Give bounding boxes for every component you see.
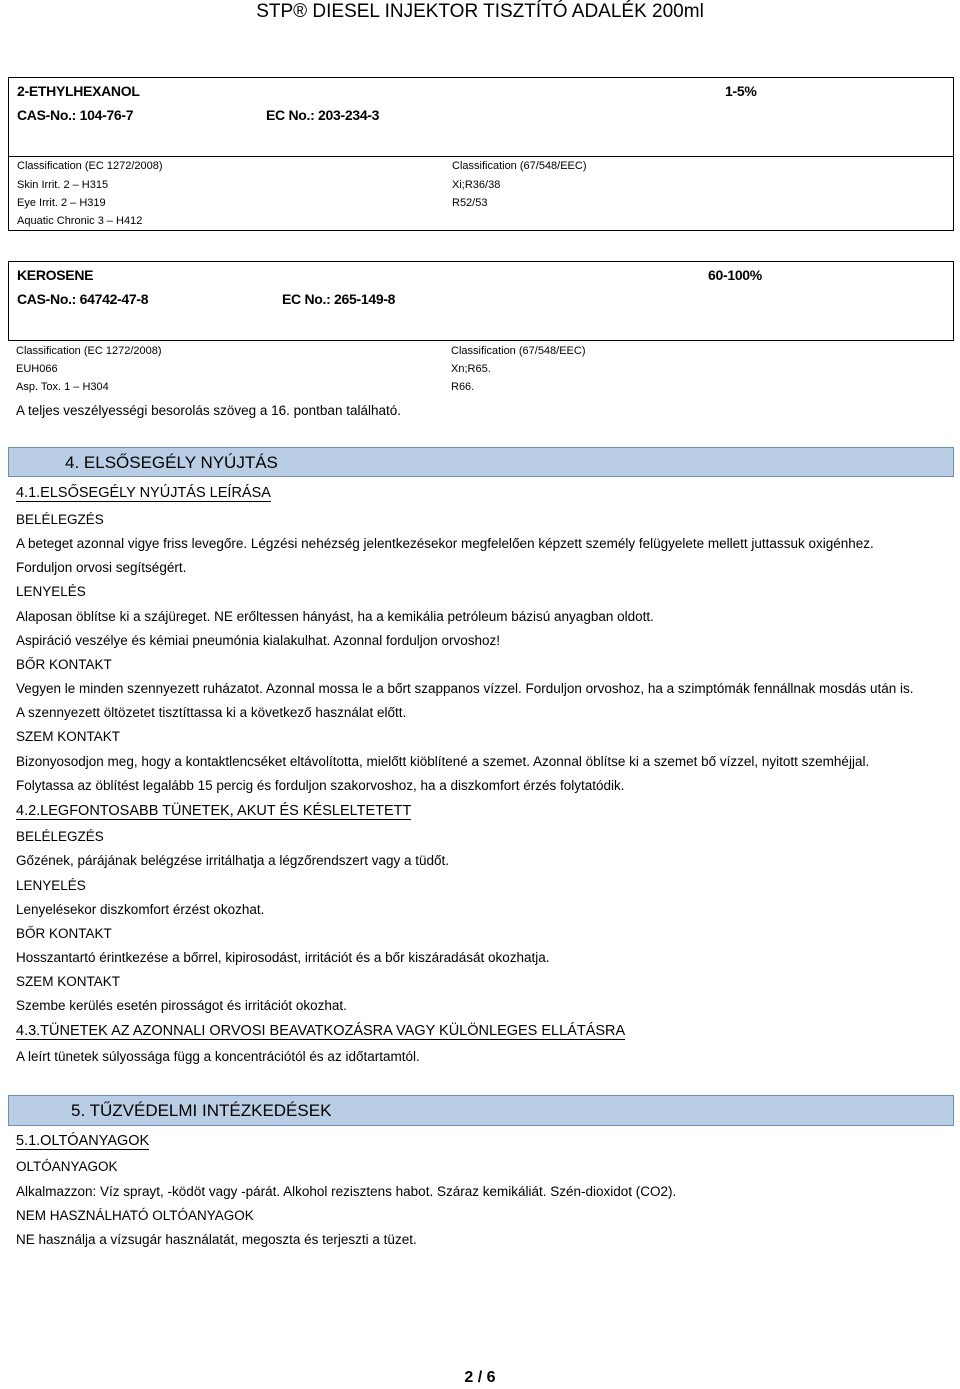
subsection-4-1-title: 4.1.ELSŐSEGÉLY NYÚJTÁS LEÍRÁSA — [16, 485, 271, 501]
inhalation-heading: BELÉLEGZÉS — [16, 512, 104, 527]
section-4-title: 4. ELSŐSEGÉLY NYÚJTÁS — [65, 453, 278, 472]
classification-note: A teljes veszélyességi besorolás szöveg a 16. pontban található. — [16, 403, 401, 418]
eye-contact-heading: SZEM KONTAKT — [16, 729, 121, 744]
ingestion-heading: LENYELÉS — [16, 878, 86, 893]
dsd-line: Xn;R65. — [451, 363, 491, 375]
clp-line: Skin Irrit. 2 – H315 — [17, 179, 109, 191]
section-5-band — [8, 1095, 954, 1126]
subsection-5-1-title: 5.1.OLTÓANYAGOK — [16, 1133, 150, 1149]
subsection-4-2-title: 4.2.LEGFONTOSABB TÜNETEK, AKUT ÉS KÉSLELTETETT — [16, 803, 412, 819]
text-line: Bizonyosodjon meg, hogy a kontaktlencséket eltávolította, mielőtt kiöblítené a szemet. Azonnal öblítse ki a szemet bő vízzel, nyitott szemhéjjal. — [16, 754, 870, 769]
text-line: Hosszantartó érintkezése a bőrrel, kipirosodást, irritációt és a bőr kiszáradását okozhatja. — [16, 950, 550, 965]
unsuitable-media-heading: NEM HASZNÁLHATÓ OLTÓANYAGOK — [16, 1208, 254, 1223]
section-4-band — [8, 447, 954, 477]
ec-number: EC No.: 265-149-8 — [282, 291, 396, 307]
text-line: Folytassa az öblítést legalább 15 percig és forduljon szakorvoshoz, ha a diszkomfort érzés folytatódik. — [16, 778, 625, 793]
extinguishing-media-heading: OLTÓANYAGOK — [16, 1159, 118, 1174]
clp-line: Aquatic Chronic 3 – H412 — [17, 215, 143, 227]
cas-number: CAS-No.: 64742-47-8 — [17, 291, 149, 307]
eye-contact-heading: SZEM KONTAKT — [16, 974, 121, 989]
clp-line: EUH066 — [16, 363, 58, 375]
inhalation-heading: BELÉLEGZÉS — [16, 829, 104, 844]
document-title: STP® DIESEL INJEKTOR TISZTÍTÓ ADALÉK 200ml — [256, 1, 704, 22]
clp-heading: Classification (EC 1272/2008) — [17, 160, 163, 172]
dsd-heading: Classification (67/548/EEC) — [451, 345, 586, 357]
text-line: Aspiráció veszélye és kémiai pneumónia kialakulhat. Azonnal forduljon orvoshoz! — [16, 633, 501, 648]
component-name: 2-ETHYLHEXANOL — [17, 83, 140, 99]
component-concentration: 60-100% — [708, 267, 762, 283]
component-name: KEROSENE — [17, 267, 94, 283]
text-line: Szembe kerülés esetén pirosságot és irritációt okozhat. — [16, 998, 347, 1013]
dsd-heading: Classification (67/548/EEC) — [452, 160, 587, 172]
dsd-line: R52/53 — [452, 197, 488, 209]
text-line: A beteget azonnal vigye friss levegőre. Légzési nehézség jelentkezésekor megfelelően képzett személy felügyelete mellett juttassuk oxigénhez. — [16, 536, 874, 551]
text-line: Alaposan öblítse ki a szájüreget. NE erőltessen hányást, ha a kemikália petróleum bázisú anyagban oldott. — [16, 609, 654, 624]
ec-number: EC No.: 203-234-3 — [266, 107, 380, 123]
component-concentration: 1-5% — [725, 83, 757, 99]
component-box-ethylhexanol — [8, 77, 954, 231]
clp-line: Eye Irrit. 2 – H319 — [17, 197, 106, 209]
text-line: Alkalmazzon: Víz sprayt, -ködöt vagy -párát. Alkohol rezisztens habot. Száraz kemikáliát. Szén-dioxidot (CO2). — [16, 1184, 677, 1199]
text-line: A szennyezett öltözetet tisztíttassa ki a következő használat előtt. — [16, 705, 407, 720]
skin-contact-heading: BŐR KONTAKT — [16, 926, 112, 941]
skin-contact-heading: BŐR KONTAKT — [16, 657, 112, 672]
text-line: Vegyen le minden szennyezett ruházatot. Azonnal mossa le a bőrt szappanos vízzel. Forduljon orvoshoz, ha a szimptómák fennállnak mosdás után is. — [16, 681, 914, 696]
dsd-line: R66. — [451, 381, 475, 393]
ingestion-heading: LENYELÉS — [16, 584, 86, 599]
section-5-title: 5. TŰZVÉDELMI INTÉZKEDÉSEK — [71, 1101, 332, 1120]
text-line: Lenyelésekor diszkomfort érzést okozhat. — [16, 902, 265, 917]
clp-heading: Classification (EC 1272/2008) — [16, 345, 162, 357]
text-line: A leírt tünetek súlyossága függ a koncentrációtól és az időtartamtól. — [16, 1049, 420, 1064]
subsection-4-3-title: 4.3.TÜNETEK AZ AZONNALI ORVOSI BEAVATKOZÁSRA VAGY KÜLÖNLEGES ELLÁTÁSRA — [16, 1023, 626, 1039]
dsd-line: Xi;R36/38 — [452, 179, 501, 191]
component-box-kerosene — [8, 261, 954, 341]
page-number: 2 / 6 — [464, 1369, 496, 1386]
text-line: NE használja a vízsugár használatát, megoszta és terjeszti a tüzet. — [16, 1232, 417, 1247]
text-line: Gőzének, párájának belégzése irritálhatja a légzőrendszert vagy a tüdőt. — [16, 853, 450, 868]
clp-line: Asp. Tox. 1 – H304 — [16, 381, 109, 393]
cas-number: CAS-No.: 104-76-7 — [17, 107, 134, 123]
text-line: Forduljon orvosi segítségért. — [16, 560, 187, 575]
